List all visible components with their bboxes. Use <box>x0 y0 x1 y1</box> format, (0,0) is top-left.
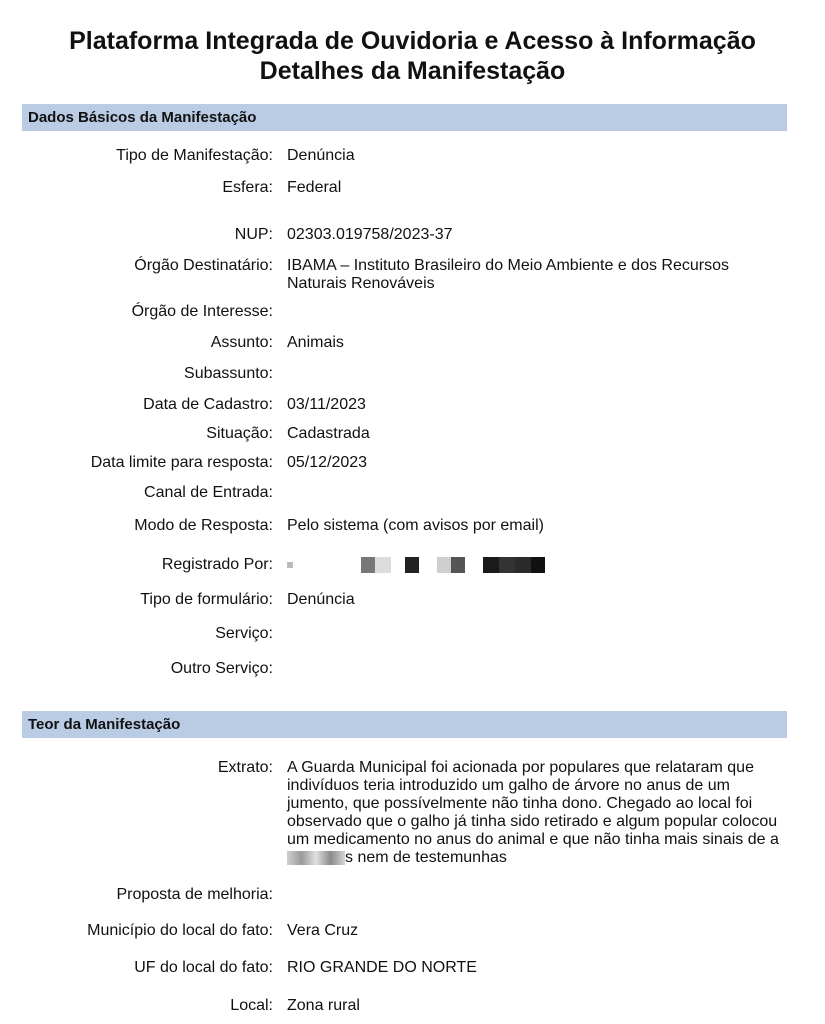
redaction-block <box>483 557 499 573</box>
redaction-block <box>515 557 531 573</box>
redaction-block <box>531 557 545 573</box>
field-value: Federal <box>287 179 342 196</box>
field-label: Data de Cadastro: <box>143 396 273 413</box>
field-label: Tipo de formulário: <box>140 591 273 608</box>
field-label: Situação: <box>206 425 273 442</box>
field-value: Denúncia <box>287 591 355 608</box>
redacted-value <box>287 556 787 574</box>
field-label: Local: <box>230 997 273 1014</box>
redaction-block <box>437 557 451 573</box>
field-value: RIO GRANDE DO NORTE <box>287 959 477 976</box>
field-value: 03/11/2023 <box>287 396 366 413</box>
field-value: Animais <box>287 334 344 351</box>
field-label: NUP: <box>234 226 273 243</box>
title-line-2: Detalhes da Manifestação <box>259 57 566 85</box>
redaction-block <box>287 562 293 568</box>
field-value: Cadastrada <box>287 425 370 442</box>
redaction-block <box>405 557 419 573</box>
redaction-block <box>499 557 515 573</box>
field-label: Serviço: <box>215 625 273 642</box>
title-line-1: Plataforma Integrada de Ouvidoria e Acesso à Informação <box>69 27 756 55</box>
redaction-block <box>375 557 391 573</box>
section-header-content: Teor da Manifestação <box>22 711 787 738</box>
field-label: Órgão Destinatário: <box>134 257 273 274</box>
field-label: Órgão de Interesse: <box>131 303 273 320</box>
extract-text-tail: s nem de testemunhas <box>345 849 507 866</box>
field-value: Zona rural <box>287 997 360 1014</box>
redaction-block <box>287 851 345 865</box>
field-label: Modo de Resposta: <box>134 517 273 534</box>
field-label: Esfera: <box>222 179 273 196</box>
field-label: Subassunto: <box>184 365 273 382</box>
section-header-basic-data: Dados Básicos da Manifestação <box>22 104 787 131</box>
document-title <box>0 26 825 86</box>
field-label: Outro Serviço: <box>170 660 273 677</box>
redaction-block <box>361 557 375 573</box>
field-value: Pelo sistema (com avisos por email) <box>287 517 544 534</box>
field-value: IBAMA – Instituto Brasileiro do Meio Ambiente e dos Recursos Naturais Renováveis <box>287 257 729 292</box>
field-label: Extrato: <box>217 759 273 776</box>
field-label: Proposta de melhoria: <box>116 886 273 903</box>
field-value: 05/12/2023 <box>287 454 368 471</box>
redaction-block <box>451 557 465 573</box>
field-value: 02303.019758/2023-37 <box>287 226 453 243</box>
field-label: Município do local do fato: <box>87 922 273 939</box>
extract-text-main: A Guarda Municipal foi acionada por populares que relataram que indivíduos teria introduzido um galho de árvore no anus de um jumento, que possívelmente não tinha dono. Chegado ao local foi observado que o galho já tinha sido retirado e algum popular colocou um medicamento no anus do animal e que não tinha mais sinais de a <box>287 759 779 848</box>
field-value: Vera Cruz <box>287 922 359 939</box>
field-label: Data limite para resposta: <box>90 454 273 471</box>
field-label: Tipo de Manifestação: <box>116 147 273 164</box>
field-label: Registrado Por: <box>161 556 273 573</box>
field-label: UF do local do fato: <box>134 959 273 976</box>
field-value: Denúncia <box>287 147 355 164</box>
field-label: Assunto: <box>210 334 273 351</box>
extract-text <box>287 759 787 867</box>
field-label: Canal de Entrada: <box>144 484 273 501</box>
